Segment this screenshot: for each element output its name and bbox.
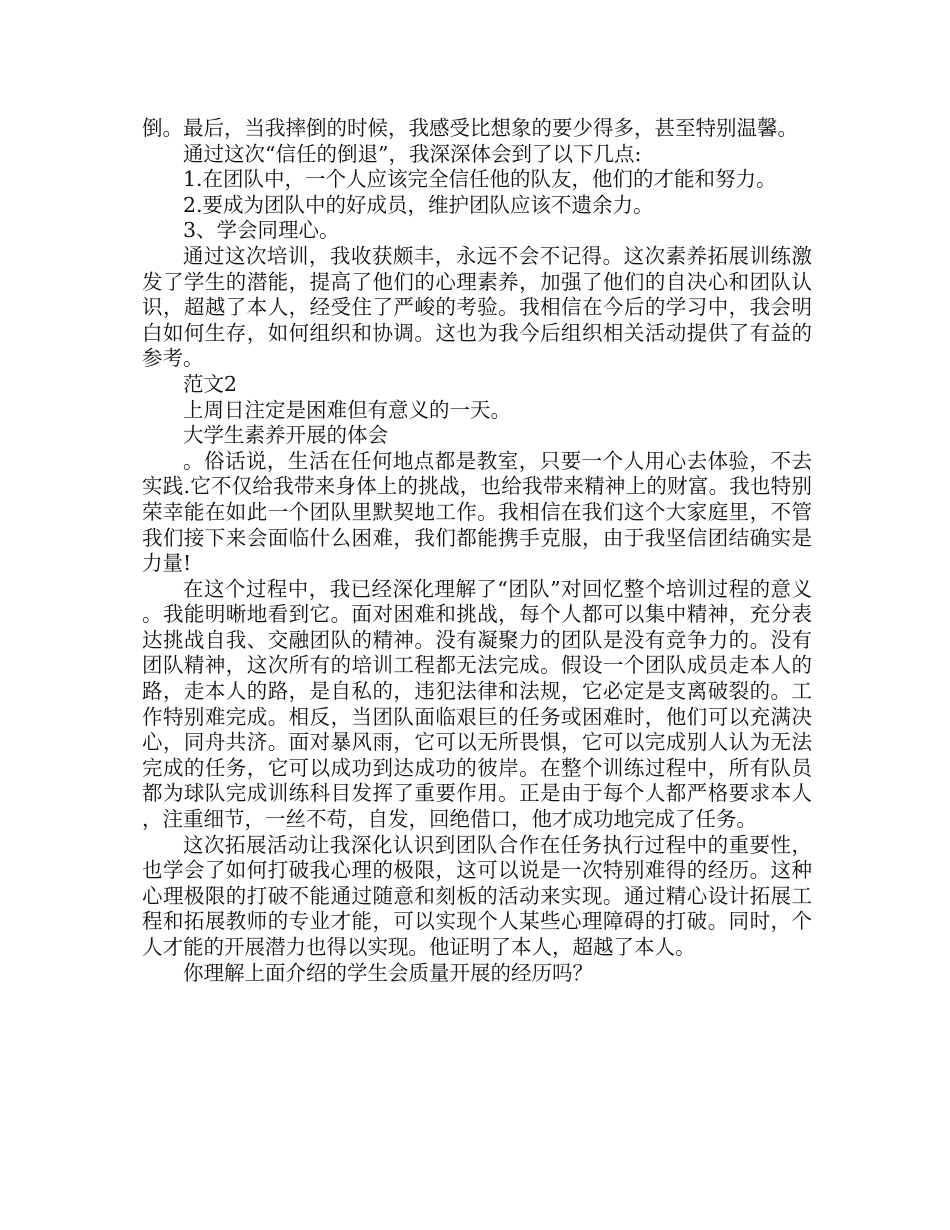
paragraph-3: 通过这次培训，我收获颇丰，永远不会不记得。这次素养拓展训练激发了学生的潜能，提高了他们的心理素养，加强了他们的自决心和团队认识，超越了本人，经受住了严峻的考验。我相信在今后的学习中，我会明白如何生存，如何组织和协调。这也为我今后组织相关活动提供了有益的参考。 — [142, 243, 812, 371]
paragraph-7: 在这个过程中，我已经深化理解了“团队”对回忆整个培训过程的意义。我能明晰地看到它。面对困难和挑战，每个人都可以集中精神，充分表达挑战自我、交融团队的精神。没有凝聚力的团队是没有竞争力的。没有团队精神，这次所有的培训工程都无法完成。假设一个团队成员走本人的路，走本人的路，是自私的，违犯法律和法规，它必定是支离破裂的。工作特别难完成。相反，当团队面临艰巨的任务或困难时，他们可以充满决心，同舟共济。面对暴风雨，它可以无所畏惧，它可以完成别人认为无法完成的任务，它可以成功到达成功的彼岸。在整个训练过程中，所有队员都为球队完成训练科目发挥了重要作用。正是由于每个人都严格要求本人，注重细节，一丝不苟，自发，回绝借口，他才成功地完成了任务。 — [142, 576, 812, 832]
section-heading: 范文2 — [183, 371, 238, 396]
document-body — [142, 116, 812, 986]
paragraph-9: 你理解上面介绍的学生会质量开展的经历吗？ — [183, 960, 593, 985]
paragraph-5: 大学生素养开展的体会 — [183, 423, 388, 448]
list-item-1: 1.在团队中，一个人应该完全信任他的队友，他们的才能和努力。 — [183, 167, 777, 192]
paragraph-2: 通过这次“信任的倒退”，我深深体会到了以下几点: — [183, 141, 642, 166]
paragraph-6: 。俗话说，生活在任何地点都是教室，只要一个人用心去体验，不去实践.它不仅给我带来身体上的挑战，也给我带来精神上的财富。我也特别荣幸能在如此一个团队里默契地工作。我相信在我们这个大家庭里，不管我们接下来会面临什么困难，我们都能携手克服，由于我坚信团结确实是力量! — [142, 448, 812, 576]
paragraph-4: 上周日注定是困难但有意义的一天。 — [183, 397, 511, 422]
list-item-3: 3、学会同理心。 — [183, 218, 340, 243]
paragraph-1: 倒。最后，当我摔倒的时候，我感受比想象的要少得多，甚至特别温馨。 — [142, 116, 798, 140]
paragraph-8: 这次拓展活动让我深化认识到团队合作在任务执行过程中的重要性，也学会了如何打破我心理的极限，这可以说是一次特别难得的经历。这种心理极限的打破不能通过随意和刻板的活动来实现。通过精心设计拓展工程和拓展教师的专业才能，可以实现个人某些心理障碍的打破。同时，个人才能的开展潜力也得以实现。他证明了本人，超越了本人。 — [142, 832, 812, 959]
list-item-2: 2.要成为团队中的好成员，维护团队应该不遗余力。 — [183, 192, 654, 217]
